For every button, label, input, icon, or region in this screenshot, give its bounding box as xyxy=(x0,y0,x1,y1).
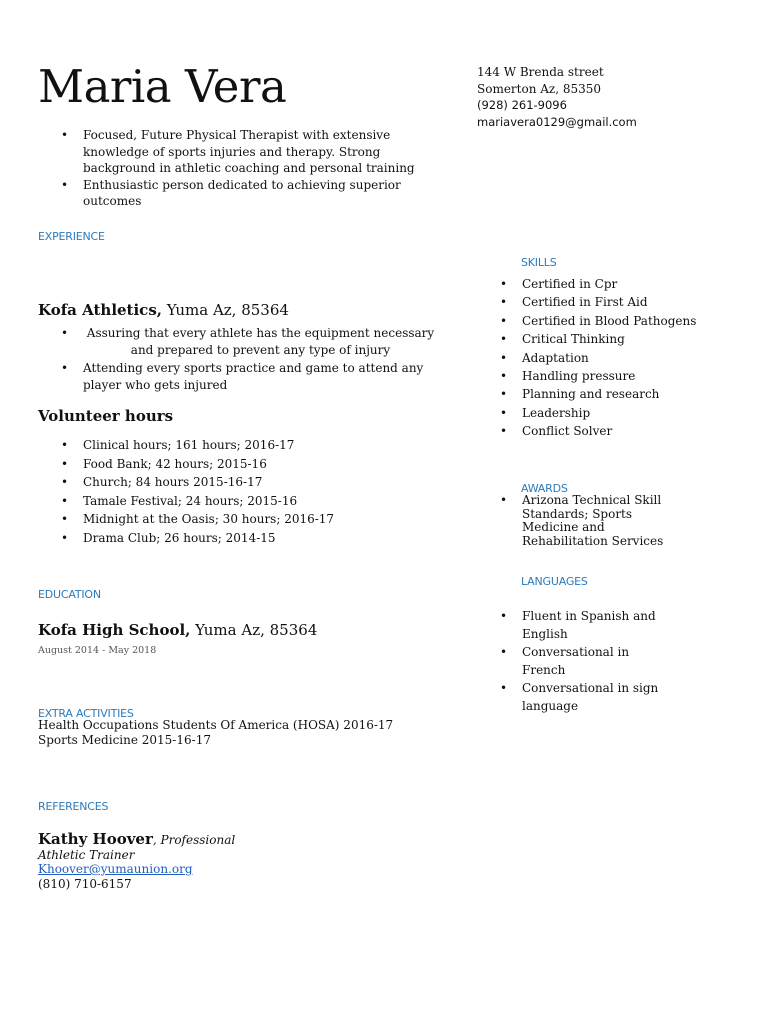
language-item: • Conversational in French xyxy=(522,643,662,679)
volunteer-item: • Food Bank; 42 hours; 2015-16 xyxy=(83,455,423,474)
section-label-education: EDUCATION xyxy=(38,588,101,601)
extra-activity-line: Sports Medicine 2015-16-17 xyxy=(38,733,211,747)
section-label-experience: EXPERIENCE xyxy=(38,230,105,243)
section-label-skills: SKILLS xyxy=(521,256,557,269)
education-location: Yuma Az, 85364 xyxy=(190,621,318,639)
contact-phone: (928) 261-9096 xyxy=(477,98,567,112)
education-heading xyxy=(38,620,317,640)
summary-list xyxy=(83,127,438,210)
summary-item: • Enthusiastic person dedicated to achieving superior outcomes xyxy=(83,177,438,210)
experience-item: • Assuring that every athlete has the equipment necessary and prepared to prevent any type of injury xyxy=(83,325,438,358)
experience-item: • Attending every sports practice and game to attend any player who gets injured xyxy=(83,360,438,393)
contact-street: 144 W Brenda street xyxy=(477,65,604,79)
skills-list xyxy=(522,275,722,441)
reference-role-cont: Athletic Trainer xyxy=(38,847,135,862)
reference-name-line xyxy=(38,832,235,848)
languages-list xyxy=(522,607,662,715)
experience-location: Yuma Az, 85364 xyxy=(161,301,289,319)
skill-item: • Certified in Cpr xyxy=(522,275,722,293)
language-item: • Conversational in sign language xyxy=(522,679,662,715)
skill-item: • Certified in Blood Pathogens xyxy=(522,312,722,330)
skill-item: • Handling pressure xyxy=(522,367,722,385)
summary-item: • Focused, Future Physical Therapist with extensive knowledge of sports injuries and therapy. Strong background in athletic coaching and personal training xyxy=(83,127,438,177)
volunteer-title: Volunteer hours xyxy=(38,407,174,425)
skill-item: • Leadership xyxy=(522,404,722,422)
reference-block xyxy=(38,832,235,891)
experience-list xyxy=(83,325,438,393)
experience-employer: Kofa Athletics, xyxy=(38,301,162,319)
experience-heading xyxy=(38,300,289,320)
section-label-extra-activities: EXTRA ACTIVITIES xyxy=(38,707,134,720)
skill-item: • Certified in First Aid xyxy=(522,293,722,311)
award-item: • Arizona Technical Skill Standards; Sports Medicine and Rehabilitation Services xyxy=(522,494,687,548)
resume-name: Maria Vera xyxy=(38,60,287,113)
volunteer-item: • Clinical hours; 161 hours; 2016-17 xyxy=(83,436,423,455)
awards-list xyxy=(522,494,687,548)
skill-item: • Critical Thinking xyxy=(522,330,722,348)
education-dates: August 2014 - May 2018 xyxy=(38,645,157,656)
volunteer-item: • Drama Club; 26 hours; 2014-15 xyxy=(83,529,423,548)
reference-email-link[interactable]: Khoover@yumaunion.org xyxy=(38,862,193,876)
volunteer-list xyxy=(83,436,423,547)
volunteer-item: • Midnight at the Oasis; 30 hours; 2016-17 xyxy=(83,510,423,529)
language-item: • Fluent in Spanish and English xyxy=(522,607,662,643)
section-label-languages: LANGUAGES xyxy=(521,575,588,588)
contact-email[interactable]: mariavera0129@gmail.com xyxy=(477,114,637,129)
volunteer-item: • Tamale Festival; 24 hours; 2015-16 xyxy=(83,492,423,511)
reference-phone: (810) 710-6157 xyxy=(38,876,132,891)
section-label-references: REFERENCES xyxy=(38,800,109,813)
extra-activities-block xyxy=(38,718,393,748)
skill-item: • Adaptation xyxy=(522,349,722,367)
reference-name: Kathy Hoover xyxy=(38,830,153,848)
extra-activity-line: Health Occupations Students Of America (HOSA) 2016-17 xyxy=(38,718,394,732)
volunteer-item: • Church; 84 hours 2015-16-17 xyxy=(83,473,423,492)
education-school: Kofa High School, xyxy=(38,621,191,639)
skill-item: • Planning and research xyxy=(522,385,722,403)
contact-block xyxy=(477,64,637,130)
skill-item: • Conflict Solver xyxy=(522,422,722,440)
contact-city: Somerton Az, 85350 xyxy=(477,81,602,96)
reference-role: , Professional xyxy=(152,833,236,847)
section-label-awards: AWARDS xyxy=(521,482,568,495)
